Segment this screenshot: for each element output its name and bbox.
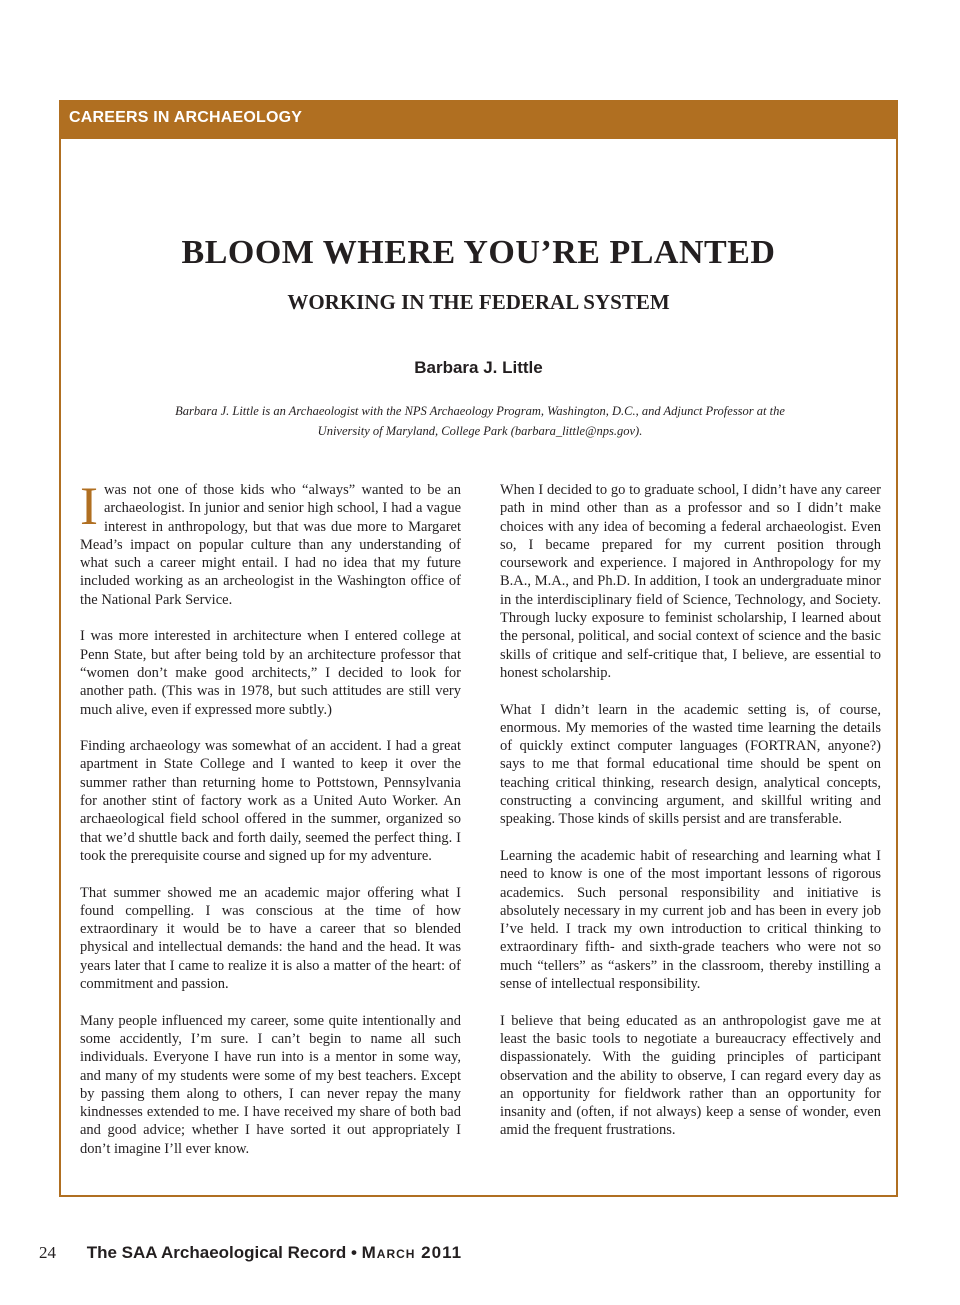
paragraph-text: was not one of those kids who “always” wanted to be an archaeologist. In junior and senior high school, I had a vague interest in anthropology, but that was due more to Margaret Mead’s impact on popular culture than any understanding of what such a career might entail. I had no idea that my future included working as an archeologist in the Washington office of the National Park Service. — [80, 482, 461, 608]
section-banner — [59, 100, 898, 139]
left-column — [80, 476, 461, 1176]
article-subtitle: WORKING IN THE FEDERAL SYSTEM — [287, 290, 670, 314]
issue-date: March 2011 — [361, 1243, 463, 1262]
article-title: BLOOM WHERE YOU’RE PLANTED — [181, 234, 776, 271]
author-bio-line-2: University of Maryland, College Park (barbara_little@nps.gov). — [317, 424, 643, 438]
author-bio — [140, 401, 820, 441]
right-column — [500, 481, 881, 1158]
publication-name: The SAA Archaeological Record — [86, 1243, 347, 1262]
paragraph: What I didn’t learn in the academic setting is, of course, enormous. My memories of the wasted time learning the details of quickly extinct computer languages (FORTRAN, anyone?) says to me that formal educational time should be spent on teaching critical thinking, research design, analytical concepts, constructing a convincing argument, and skillful writing and speaking. Those kinds of skills persist and are transferable. — [500, 701, 881, 828]
paragraph: I believe that being educated as an anthropologist gave me at least the basic tools to negotiate a bureaucracy effectively and dispassionately. With the guiding principles of participant observation and the ability to observe, I can regard every day as an opportunity for fieldwork rather than an opportunity for insanity and (often, if not always) keep a sense of wonder, even amid the frequent frustrations. — [500, 1012, 881, 1139]
author-bio-line-1: Barbara J. Little is an Archaeologist with the NPS Archaeology Program, Washington, D.C., and Adjunct Professor at the — [175, 404, 785, 418]
paragraph: That summer showed me an academic major offering what I found compelling. I was conscious at the time of how extraordinary it would be to have a career that so blended physical and intellectual demands: the hand and the head. It was years later that I came to realize it is also a matter of the heart: of commitment and passion. — [80, 884, 461, 993]
page-footer — [39, 1243, 462, 1263]
paragraph — [80, 476, 461, 609]
drop-cap: I — [80, 476, 98, 536]
paragraph: Many people influenced my career, some quite intentionally and some accidently, I’m sure. I can’t begin to name all such individuals. Everyone I have run into is a mentor in some way, and many of my students were some of my best teachers. Except by passing them along to others, I can never repay the many kindnesses extended to me. I have received my share of both bad and good advice; whether I have sorted it out appropriately I don’t imagine I’ll ever know. — [80, 1012, 461, 1157]
page-number: 24 — [39, 1243, 56, 1262]
paragraph: Learning the academic habit of researching and learning what I need to know is one of the most important lessons of rigorous academics. Such personal responsibility and initiative is absolutely necessary in my current job and has been in every job I’ve held. I track my own introduction to critical thinking to extraordinary fifth- and sixth-grade teachers who were not so much “tellers” as “askers” in the classroom, thereby instilling a sense of intellectual responsibility. — [500, 847, 881, 993]
section-label: CAREERS IN ARCHAEOLOGY — [69, 109, 303, 126]
paragraph: When I decided to go to graduate school, I didn’t have any career path in mind other than as a professor and so I didn’t make choices with any idea of becoming a federal archaeologist. Even so, I became prepared for my current position through coursework and experience. I majored in Anthropology for my B.A., M.A., and Ph.D. In addition, I took an undergraduate minor in the interdisciplinary field of Science, Technology, and Society. Through lucky exposure to feminist scholarship, I learned about the personal, political, and social context of science and the basic skills of critique and self-critique that, I believe, are essential to honest scholarship. — [500, 482, 881, 681]
paragraph: Finding archaeology was somewhat of an accident. I had a great apartment in State College and I wanted to keep it over the summer rather than returning home to Pottstown, Pennsylvania for another stint of factory work as a United Auto Worker. An archaeological field school offered in the summer, organized so that we’d shuttle back and forth daily, seemed the perfect thing. I took the prerequisite course and signed up for my adventure. — [80, 738, 461, 864]
author-name: Barbara J. Little — [414, 358, 543, 377]
paragraph: I was more interested in architecture when I entered college at Penn State, but after being told by an architecture professor that “women don’t make good architects,” I decided to look for another path. (This was in 1978, but such attitudes are still very much alive, even if expressed more subtly.) — [80, 628, 461, 718]
footer-bullet: • — [350, 1243, 357, 1262]
